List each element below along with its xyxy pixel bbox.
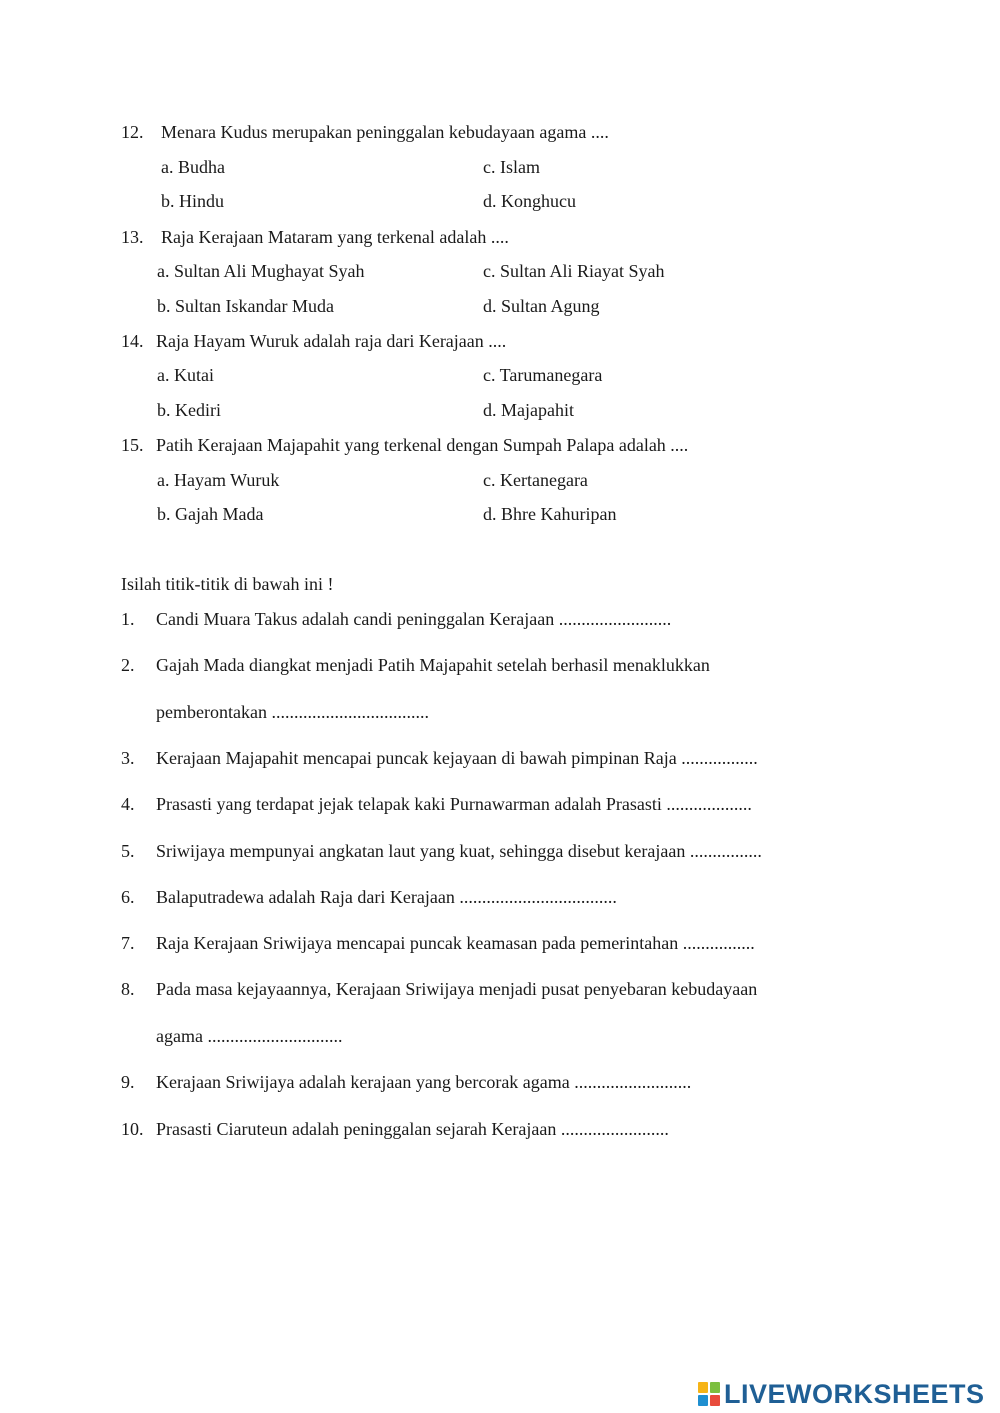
fill-text: Prasasti yang terdapat jejak telapak kaki Purnawarman adalah Prasasti ................... — [156, 794, 752, 814]
option-b: b. Gajah Mada — [157, 504, 264, 524]
fill-text: Raja Kerajaan Sriwijaya mencapai puncak keamasan pada pemerintahan ................ — [156, 933, 755, 953]
logo-square-yellow — [698, 1382, 708, 1393]
fill-number: 7. — [121, 933, 135, 953]
option-a: a. Hayam Wuruk — [157, 470, 280, 490]
fill-number: 8. — [121, 979, 135, 999]
option-a: a. Budha — [161, 157, 225, 177]
question-number: 14. — [121, 331, 144, 351]
fill-text: Prasasti Ciaruteun adalah peninggalan sejarah Kerajaan ........................ — [156, 1119, 669, 1139]
fill-text: Kerajaan Sriwijaya adalah kerajaan yang bercorak agama .......................... — [156, 1072, 692, 1092]
fill-text: Kerajaan Majapahit mencapai puncak kejayaan di bawah pimpinan Raja ................. — [156, 748, 758, 768]
fill-number: 2. — [121, 655, 135, 675]
fill-text-continued: pemberontakan ................................... — [156, 702, 429, 722]
fill-number: 9. — [121, 1072, 135, 1092]
option-a: a. Sultan Ali Mughayat Syah — [157, 261, 365, 281]
fill-instruction: Isilah titik-titik di bawah ini ! — [121, 574, 334, 594]
option-d: d. Bhre Kahuripan — [483, 504, 617, 524]
option-a: a. Kutai — [157, 365, 214, 385]
fill-number: 1. — [121, 609, 135, 629]
fill-number: 3. — [121, 748, 135, 768]
liveworksheets-logo-icon — [698, 1382, 720, 1406]
fill-text: Gajah Mada diangkat menjadi Patih Majapahit setelah berhasil menaklukkan — [156, 655, 710, 675]
fill-text-continued: agama .............................. — [156, 1026, 343, 1046]
option-b: b. Hindu — [161, 191, 224, 211]
option-c: c. Sultan Ali Riayat Syah — [483, 261, 665, 281]
question-text: Menara Kudus merupakan peninggalan kebudayaan agama .... — [161, 122, 609, 142]
fill-text: Sriwijaya mempunyai angkatan laut yang kuat, sehingga disebut kerajaan ................ — [156, 841, 762, 861]
question-number: 15. — [121, 435, 144, 455]
question-text: Raja Kerajaan Mataram yang terkenal adalah .... — [161, 227, 509, 247]
option-d: d. Konghucu — [483, 191, 576, 211]
question-text: Raja Hayam Wuruk adalah raja dari Kerajaan .... — [156, 331, 507, 351]
fill-text: Candi Muara Takus adalah candi peninggalan Kerajaan ......................... — [156, 609, 672, 629]
fill-text: Balaputradewa adalah Raja dari Kerajaan ................................... — [156, 887, 617, 907]
logo-square-red — [710, 1395, 720, 1406]
option-c: c. Islam — [483, 157, 540, 177]
option-b: b. Kediri — [157, 400, 221, 420]
logo-text: LIVEWORKSHEETS — [724, 1378, 985, 1409]
liveworksheets-logo[interactable] — [698, 1379, 985, 1409]
logo-square-green — [710, 1382, 720, 1393]
fill-number: 5. — [121, 841, 135, 861]
option-c: c. Kertanegara — [483, 470, 588, 490]
fill-number: 6. — [121, 887, 135, 907]
fill-number: 10. — [121, 1119, 144, 1139]
option-d: d. Sultan Agung — [483, 296, 600, 316]
fill-text: Pada masa kejayaannya, Kerajaan Sriwijaya menjadi pusat penyebaran kebudayaan — [156, 979, 758, 999]
question-number: 12. — [121, 122, 144, 142]
option-d: d. Majapahit — [483, 400, 574, 420]
logo-square-blue — [698, 1395, 708, 1406]
question-text: Patih Kerajaan Majapahit yang terkenal dengan Sumpah Palapa adalah .... — [156, 435, 689, 455]
option-c: c. Tarumanegara — [483, 365, 603, 385]
fill-number: 4. — [121, 794, 135, 814]
question-number: 13. — [121, 227, 144, 247]
option-b: b. Sultan Iskandar Muda — [157, 296, 334, 316]
